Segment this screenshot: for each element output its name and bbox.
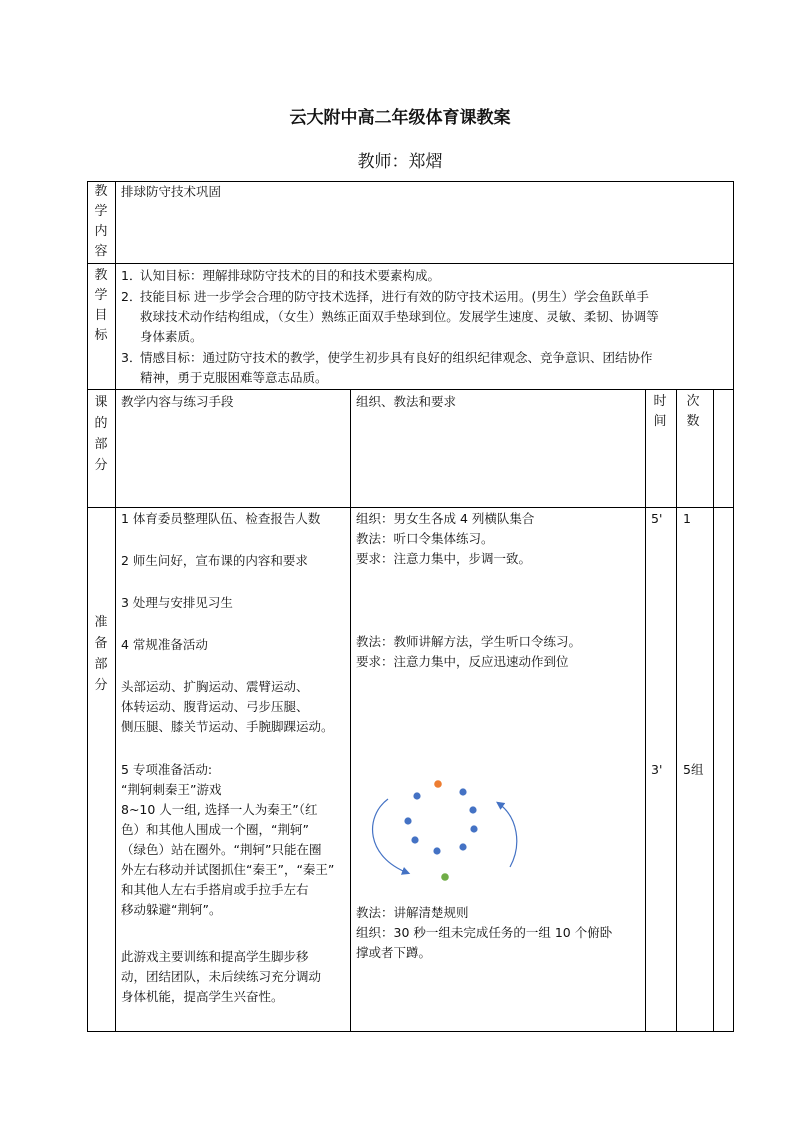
organization-block-warmup: 教法：教师讲解方法，学生听口令练习。 要求：注意力集中，反应迅速动作到位 (356, 634, 582, 669)
document-title: 云大附中高二年级体育课教案 (289, 108, 511, 128)
warmup-text: 头部运动、扩胸运动、震臂运动、 体转运动、腹背运动、弓步压腿、 侧压腿、膝关节运动、手腕脚踝运动。 (121, 679, 334, 734)
player-dot (433, 847, 440, 854)
prep-item: 4 常规准备活动 (121, 637, 208, 652)
goal-item: 3． 情感目标：通过防守技术的教学，使学生初步具有良好的组织纪律观念、竞争意识、团结协作 精神，勇于克服困难等意志品质。 (121, 350, 653, 385)
prep-item: 1 体育委员整理队伍、检查报告人数 (121, 511, 321, 526)
prep-item: 2 师生问好，宣布课的内容和要求 (121, 553, 308, 568)
prep-item: 3 处理与安排见习生 (121, 595, 233, 610)
goal-item: 2． 技能目标 进一步学会合理的防守技术选择，进行有效的防守技术运用。(男生）学会鱼跃单手 救球技术动作结构组成，（女生）熟练正面双手垫球到位。发展学生速度、灵敏、柔韧、协调等 身体素质。 (121, 289, 659, 344)
time-value: 3' (651, 762, 663, 777)
player-dot (459, 788, 466, 795)
practice-header: 教学内容与练习手段 (121, 394, 234, 409)
game-purpose-text: 此游戏主要训练和提高学生脚步移 动，团结团队，未后续练习充分调动 身体机能，提高学生兴奋性。 (121, 949, 322, 1004)
content-label: 教 学 内 容 (94, 184, 108, 259)
prep-section-label: 准 备 部 分 (94, 615, 108, 693)
special-activity-text: 5 专项准备活动: “荆轲刺秦王”游戏 8~10 人一组, 选择一人为秦王”（红 色）和其他人围成一个圈，“荆轲” （绿色）站在圈外。“荆轲”只能在圈 外左右移动并试图抓住“秦王”，“秦王” 和其他人左右手搭肩或手拉手左右 移动躲避“荆轲”。 (121, 762, 335, 917)
count-value: 5组 (683, 762, 704, 777)
assassin-dot (441, 873, 449, 881)
time-value: 5' (651, 511, 663, 526)
king-dot (434, 780, 442, 788)
goal-label: 教 学 目 标 (94, 268, 108, 343)
player-dot (411, 836, 418, 843)
content-text: 排球防守技术巩固 (121, 184, 222, 199)
count-header: 次 数 (686, 394, 700, 429)
right-rotation-arrow (498, 803, 517, 867)
player-dot (469, 806, 476, 813)
teacher-name: 教师：郑熠 (357, 152, 443, 172)
player-dot (470, 825, 477, 832)
part-label: 课 的 部 分 (94, 395, 108, 473)
time-header: 时 间 (653, 394, 667, 429)
left-rotation-arrow (373, 799, 408, 873)
organization-block-assembly: 组织：男女生各成 4 列横队集合 教法：听口令集体练习。 要求：注意力集中，步调一致。 (356, 511, 535, 566)
player-dot (413, 792, 420, 799)
player-dot (404, 817, 411, 824)
game-formation-diagram (360, 775, 530, 885)
player-dot (459, 843, 466, 850)
organization-block-game: 教法：讲解清楚规则 组织：30 秒一组未完成任务的一组 10 个俯卧 撑或者下蹲。 (356, 905, 613, 960)
count-value: 1 (683, 511, 691, 526)
organization-header: 组织、教法和要求 (356, 394, 457, 409)
goal-item: 1． 认知目标：理解排球防守技术的目的和技术要素构成。 (121, 268, 441, 283)
